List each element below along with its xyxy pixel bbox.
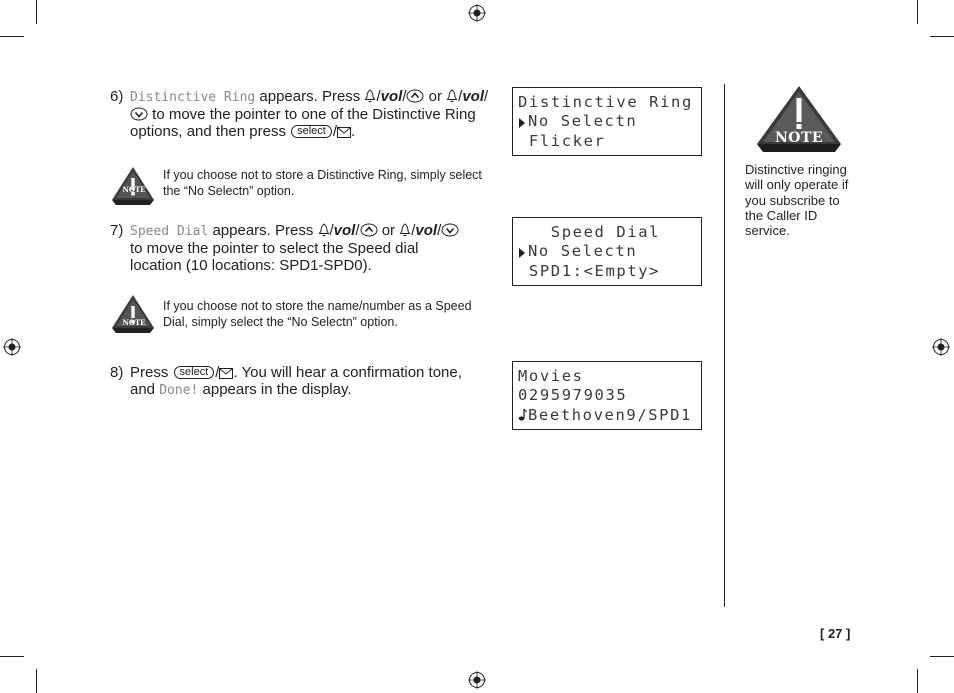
lcd-row: No Selectn xyxy=(528,112,638,130)
crop-mark xyxy=(36,0,37,24)
step-8: 8) Press select / . You will hear a confirmation tone, and Done! appears in the display. xyxy=(110,364,462,398)
note-text: If you choose not to store the name/number as a Speed Dial, simply select the “No Selectn” option. xyxy=(163,299,472,329)
lcd-row: Flicker xyxy=(518,132,606,150)
music-note-icon xyxy=(518,408,527,422)
lcd-screen-distinctive-ring xyxy=(512,87,702,156)
lcd-row: SPD1:<Empty> xyxy=(518,262,661,280)
lcd-row: No Selectn xyxy=(528,242,638,260)
crop-mark xyxy=(917,669,918,693)
crop-mark xyxy=(0,36,24,37)
step-text: appears. Press xyxy=(255,88,365,105)
registration-mark-icon xyxy=(468,671,486,689)
note-warning-icon xyxy=(110,293,156,337)
lcd-screen-done xyxy=(512,361,702,430)
step-number: 7) xyxy=(110,222,124,239)
down-arrow-button-icon xyxy=(130,107,148,121)
or-text: or xyxy=(424,88,447,105)
registration-mark-icon xyxy=(3,338,21,356)
step-text: . xyxy=(351,123,356,140)
vol-label: vol xyxy=(415,222,438,239)
step-text: appears. Press xyxy=(208,222,318,239)
crop-mark xyxy=(917,0,918,24)
ringer-bell-icon xyxy=(446,89,458,103)
pointer-arrow-icon xyxy=(518,117,526,129)
or-text: or xyxy=(377,222,400,239)
step-6: 6) Distinctive Ring appears. Press /vol/ or /vol/ to move the pointer to one of the Distinctive Ring options, and then press select / . xyxy=(110,88,489,140)
screen-term: Distinctive Ring xyxy=(130,90,256,105)
note-label: NOTE xyxy=(774,130,824,146)
lcd-row: Distinctive Ring xyxy=(518,93,693,111)
note-label: NOTE xyxy=(122,318,146,327)
step-text: appears in the display. xyxy=(198,381,352,398)
registration-mark-icon xyxy=(932,338,950,356)
page-number: [ 27 ] xyxy=(820,626,851,641)
vol-label: vol xyxy=(462,88,485,105)
column-divider xyxy=(724,84,725,607)
lcd-screen-speed-dial xyxy=(512,217,702,286)
step-7: 7) Speed Dial appears. Press /vol/ or /vol/ to move the pointer to select the Speed dial location (10 locations: SPD1-SPD0). xyxy=(110,222,510,276)
crop-mark xyxy=(930,36,954,37)
select-button-icon: select xyxy=(174,366,215,379)
crop-mark xyxy=(930,656,954,657)
lcd-row: Movies xyxy=(518,367,584,385)
step-text: and xyxy=(130,381,160,398)
crop-mark xyxy=(0,656,24,657)
step-text: options, and then press xyxy=(130,123,291,140)
step-text: Press xyxy=(130,364,173,381)
lcd-row: 0295979035 xyxy=(518,386,628,404)
screen-term: Done! xyxy=(159,383,199,398)
select-button-icon: select xyxy=(291,125,332,138)
note-text: If you choose not to store a Distinctive Ring, simply select the “No Selectn” option. xyxy=(163,168,482,198)
envelope-icon xyxy=(337,127,351,138)
lcd-row: Beethoven9/SPD1 xyxy=(528,406,692,424)
step-number: 6) xyxy=(110,88,124,105)
sidebar-note-text: Distinctive ringing will only operate if you subscribe to the Caller ID service. xyxy=(745,162,849,239)
crop-mark xyxy=(36,669,37,693)
step-text: to move the pointer to one of the Distinctive Ring xyxy=(148,106,476,123)
pointer-arrow-icon xyxy=(518,247,526,259)
step-text: . You will hear a confirmation tone, xyxy=(233,364,462,381)
ringer-bell-icon xyxy=(399,223,411,237)
registration-mark-icon xyxy=(468,4,486,22)
vol-label: vol xyxy=(380,88,403,105)
down-arrow-button-icon xyxy=(441,223,459,237)
ringer-bell-icon xyxy=(364,89,376,103)
step-text: location (10 locations: SPD1-SPD0). xyxy=(130,257,372,274)
lcd-row: Speed Dial xyxy=(518,223,661,241)
vol-label: vol xyxy=(333,222,356,239)
step-text: to move the pointer to select the Speed dial xyxy=(130,240,419,257)
step-number: 8) xyxy=(110,364,124,381)
ringer-bell-icon xyxy=(318,223,330,237)
screen-term: Speed Dial xyxy=(130,224,209,239)
up-arrow-button-icon xyxy=(360,223,378,237)
envelope-icon xyxy=(219,368,233,379)
up-arrow-button-icon xyxy=(406,89,424,103)
note-label: NOTE xyxy=(122,185,146,194)
